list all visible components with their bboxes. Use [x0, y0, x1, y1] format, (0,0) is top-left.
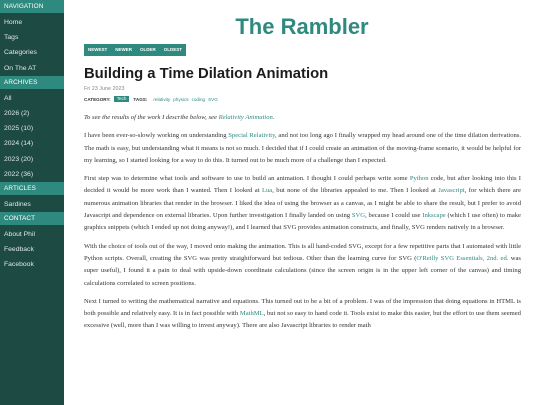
article-date: Fri 23 June 2023 — [84, 86, 125, 92]
paragraph-text: I have been ever-so-slowly working on understanding — [84, 132, 227, 140]
post-navigation — [84, 44, 186, 56]
newer-button[interactable]: NEWER — [115, 47, 133, 52]
relativity-animation-link[interactable]: Relativity Animation — [218, 114, 273, 121]
body-paragraph-2 — [84, 173, 521, 234]
tags-label: TAGS: — [133, 96, 148, 102]
archive-link-2024[interactable]: 2024 (14) — [4, 140, 34, 148]
intro-text-end: . — [272, 114, 275, 121]
body-paragraph-1 — [84, 130, 521, 167]
category-label: CATEGORY: — [84, 96, 111, 102]
tag-link[interactable]: coding — [191, 96, 206, 102]
paragraph-text: , but not so easy to hand code it. Tools exist to make this easier, but the effort to use them seemed excessive (well, more than I was willing to invest anyway). There are also Javascript libraries to render math — [84, 310, 521, 330]
svg-essentials-link[interactable]: O'Reilly SVG Essentials, 2nd. ed. — [416, 254, 509, 262]
article-meta — [84, 96, 218, 102]
lua-link[interactable]: Lua — [261, 187, 273, 195]
body-paragraph-4 — [84, 296, 521, 333]
navigation-header: NAVIGATION — [0, 0, 64, 13]
body-paragraph-3 — [84, 241, 521, 290]
article-title: Building a Time Dilation Animation — [84, 66, 329, 82]
javascript-link[interactable]: Javascript — [438, 187, 465, 195]
tag-link[interactable]: relativity — [153, 96, 171, 102]
paragraph-text: was super useful), I found it a pain to deal with upside-down coordinate calculations (since the screen origin is in the upper left corner of the canvas) and timing calculations correlated to screen positions. — [84, 254, 521, 287]
paragraph-text: First step was to determine what tools and software to use to build an animation. I thought I could perhaps write some — [84, 175, 408, 183]
nav-link-home[interactable]: Home — [4, 19, 23, 26]
paragraph-text: code, but after looking into this I decided it would be more work than I wanted. Then I looked at — [84, 175, 521, 195]
contact-header: CONTACT — [0, 212, 64, 225]
oldest-button[interactable]: OLDEST — [163, 47, 183, 52]
mathml-link[interactable]: MathML — [239, 310, 264, 318]
tag-link[interactable]: SVG — [208, 96, 218, 102]
intro-text: To see the results of the work I describe below, see — [84, 114, 217, 121]
archive-link-2026[interactable]: 2026 (2) — [4, 109, 30, 117]
inkscape-link[interactable]: Inkscape — [422, 212, 446, 220]
archive-link-2025[interactable]: 2025 (10) — [4, 125, 34, 133]
paragraph-text: Next I turned to writing the mathematical narrative and equations. This turned out to be a bit of a problem. I was of the impression that doing equations in HTML is both possible and relatively easy. It is in fact possible with — [84, 297, 521, 318]
nav-link-categories[interactable]: Categories — [4, 49, 37, 57]
archive-link-all[interactable]: All — [4, 94, 12, 102]
contact-link-about[interactable]: About Phil — [4, 231, 35, 239]
sidebar — [0, 0, 64, 405]
older-button[interactable]: OLDER — [140, 47, 156, 52]
paragraph-text: , because I could use — [365, 212, 421, 220]
intro-paragraph — [84, 112, 521, 124]
nav-link-on-the-at[interactable]: On The AT — [4, 64, 37, 72]
contact-link-facebook[interactable]: Facebook — [4, 261, 34, 269]
paragraph-text: , for which there are numerous animation libraries that render in the browser. I liked the idea of using the browser as a canvas, as I might be able to share the result, but I prefer to avoid Javascript and dependence on external libraries. Upon further investigation I finally landed on using — [84, 187, 521, 220]
svg-link[interactable]: SVG — [351, 212, 366, 220]
archive-link-2022[interactable]: 2022 (36) — [4, 170, 34, 178]
newest-button[interactable]: NEWEST — [88, 47, 108, 52]
tag-link[interactable]: physics — [173, 96, 189, 102]
nav-link-tags[interactable]: Tags — [4, 34, 19, 42]
archives-header: ARCHIVES — [0, 76, 64, 89]
paragraph-text: , but none of the libraries appealed to me. Then I looked at — [272, 187, 436, 195]
site-title[interactable]: The Rambler — [235, 14, 369, 39]
paragraph-text: With the choice of tools out of the way, I moved onto making the animation. This is all hand-coded SVG, except for a few repetitive parts that I automated with little Python scripts. Overall, creating the SVG was pretty straightforward but tedious. Other than the learning curve for SVG ( — [84, 242, 521, 262]
paragraph-text: (which I use often) to make graphics snippets (which I ended up not doing anyway!), and I learned that SVG provides animation constructs, and finally, SVG renders natively in a browser. — [84, 212, 521, 232]
archive-link-2023[interactable]: 2023 (20) — [4, 155, 34, 163]
article-body — [84, 112, 521, 339]
main-content — [64, 0, 540, 405]
python-link[interactable]: Python — [409, 175, 429, 183]
category-badge[interactable]: Tech — [114, 96, 130, 102]
paragraph-text: , and not too long ago I finally wrapped my head around one of the time dilation derivations. The math is easy, but understanding what it means is not so much. I decided that if I could create an animation of the moving-frame scenario, it would be helpful for my learning, so I started looking for a way to do this. It turned out to be much more of a challenge than I expected. — [84, 132, 521, 164]
contact-link-feedback[interactable]: Feedback — [4, 246, 34, 254]
article-link-sardines[interactable]: Sardines — [4, 200, 31, 208]
articles-header: ARTICLES — [0, 182, 64, 195]
special-relativity-link[interactable]: Special Relativity — [228, 132, 275, 140]
